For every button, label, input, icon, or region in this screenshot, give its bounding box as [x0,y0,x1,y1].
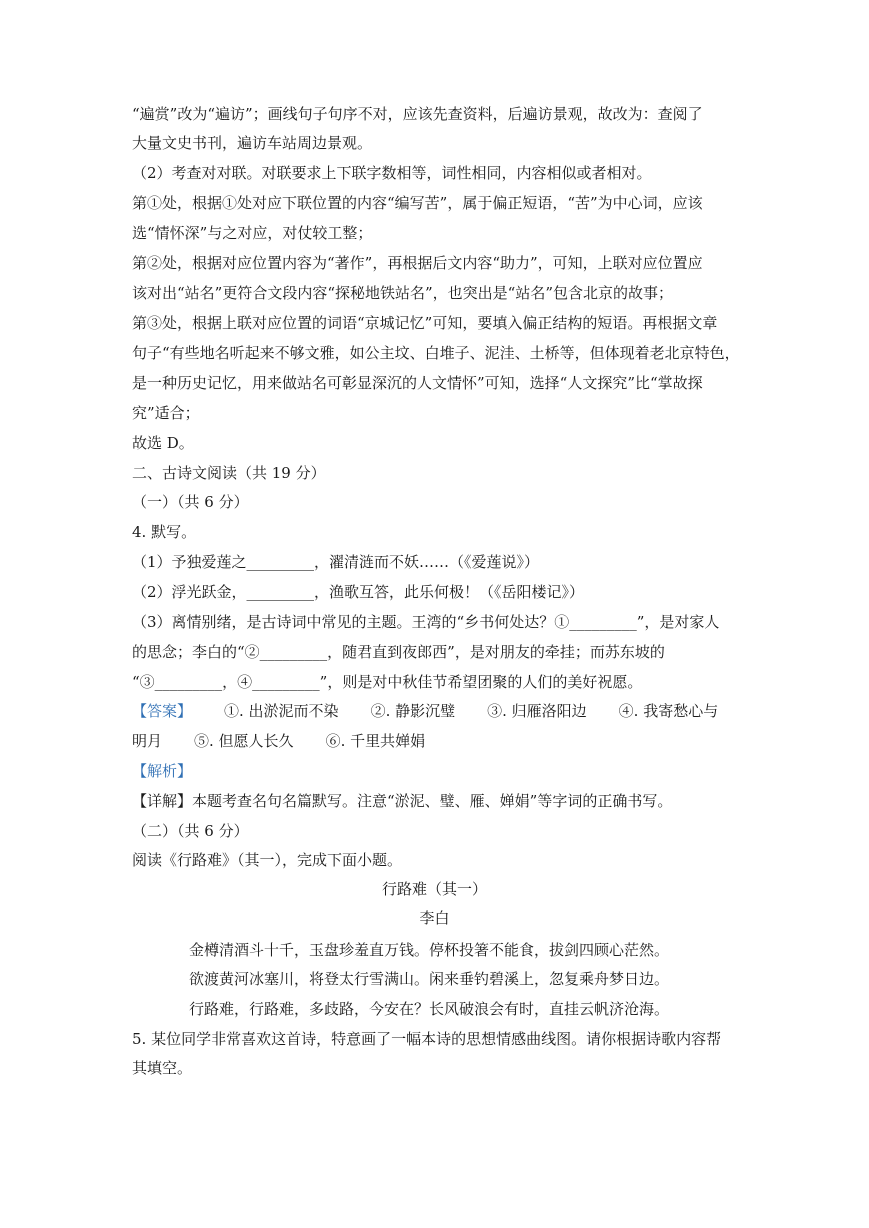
analysis-tag: 【解析】 [132,762,193,780]
analysis-line: 是一种历史记忆，用来做站名可彰显深沉的人文情怀”可知，选择“人文探究”比“掌故探 [132,374,703,392]
answer-item: ①. 出淤泥而不染 [224,702,339,720]
part-title: （二）（共 6 分） [132,822,249,840]
section-title: 二、古诗文阅读（共 19 分） [132,464,326,482]
answer-item: 明月 [132,732,163,750]
poem-author: 李白 [419,909,450,927]
answer-item: ②. 静影沉璧 [370,702,456,720]
answer-item: ⑥. 千里共婵娟 [325,732,426,750]
poem-line: 欲渡黄河冰塞川，将登太行雪满山。闲来垂钓碧溪上，忽复乘舟梦日边。 [189,970,670,988]
part-title: （一）（共 6 分） [132,493,249,511]
question-item: （3）离情别绪，是古诗词中常见的主题。王湾的“乡书何处达？①_________”，是对家人 [132,613,720,631]
answer-item: ⑤. 但愿人长久 [194,732,294,750]
question-item: “③_________，④_________”，则是对中秋佳节希望团聚的人们的美好祝愿。 [132,673,643,691]
analysis-line: （2）考查对对联。对联要求上下联字数相等，词性相同，内容相似或者相对。 [132,164,652,182]
analysis-line: 第①处，根据①处对应下联位置的内容“编写苦”，属于偏正短语，“苦”为中心词，应该 [132,194,703,212]
analysis-line: 故选 D。 [132,434,194,452]
analysis-line: 句子“有些地名听起来不够文雅，如公主坟、白堆子、泥洼、土桥等，但体现着老北京特色， [132,344,740,362]
analysis-line: 究”适合； [132,404,200,422]
answer-tag: 【答案】 [132,702,193,720]
analysis-line: 选“情怀深”与之对应，对仗较工整； [132,224,373,242]
answer-item: ③. 归雁洛阳边 [487,702,587,720]
question-item: （2）浮光跃金，_________，渔歌互答，此乐何极！（《岳阳楼记》） [132,583,585,601]
reading-intro: 阅读《行路难》（其一），完成下面小题。 [132,851,403,869]
analysis-line: 该对出“站名”更符合文段内容“探秘地铁站名”，也突出是“站名”包含北京的故事； [132,284,674,302]
answer-item: ④. 我寄愁心与 [618,702,719,720]
analysis-line: “遍赏”改为“遍访”；画线句子句序不对，应该先查资料，后遍访景观，故改为：查阅了 [132,105,703,123]
analysis-line: 第③处，根据上联对应位置的词语“京城记忆”可知，要填入偏正结构的短语。再根据文章 [132,314,718,332]
question-item: 的思念；李白的“②_________，随君直到夜郎西”，是对朋友的牵挂；而苏东坡的 [132,643,665,661]
poem-line: 行路难，行路难，多歧路，今安在？长风破浪会有时，直挂云帆济沧海。 [189,1000,670,1018]
detail-line: 【详解】本题考查名句名篇默写。注意“淤泥、璧、雁、婵娟”等字词的正确书写。 [132,792,673,810]
analysis-line: 大量文史书刊，遍访车站周边景观。 [132,134,373,152]
poem-line: 金樽清酒斗十千，玉盘珍羞直万钱。停杯投箸不能食，拔剑四顾心茫然。 [189,941,670,959]
question-stem: 5. 某位同学非常喜欢这首诗，特意画了一幅本诗的思想情感曲线图。请你根据诗歌内容帮 [132,1030,722,1048]
answer-line [132,701,718,721]
question-item: （1）予独爱莲之_________，濯清涟而不妖……（《爱莲说》） [132,553,540,571]
question-stem: 4. 默写。 [132,523,197,541]
question-stem: 其填空。 [132,1059,193,1077]
answer-line [132,731,425,751]
analysis-line: 第②处，根据对应位置内容为“著作”，再根据后文内容“助力”，可知，上联对应位置应 [132,254,703,272]
poem-title: 行路难（其一） [381,880,487,898]
